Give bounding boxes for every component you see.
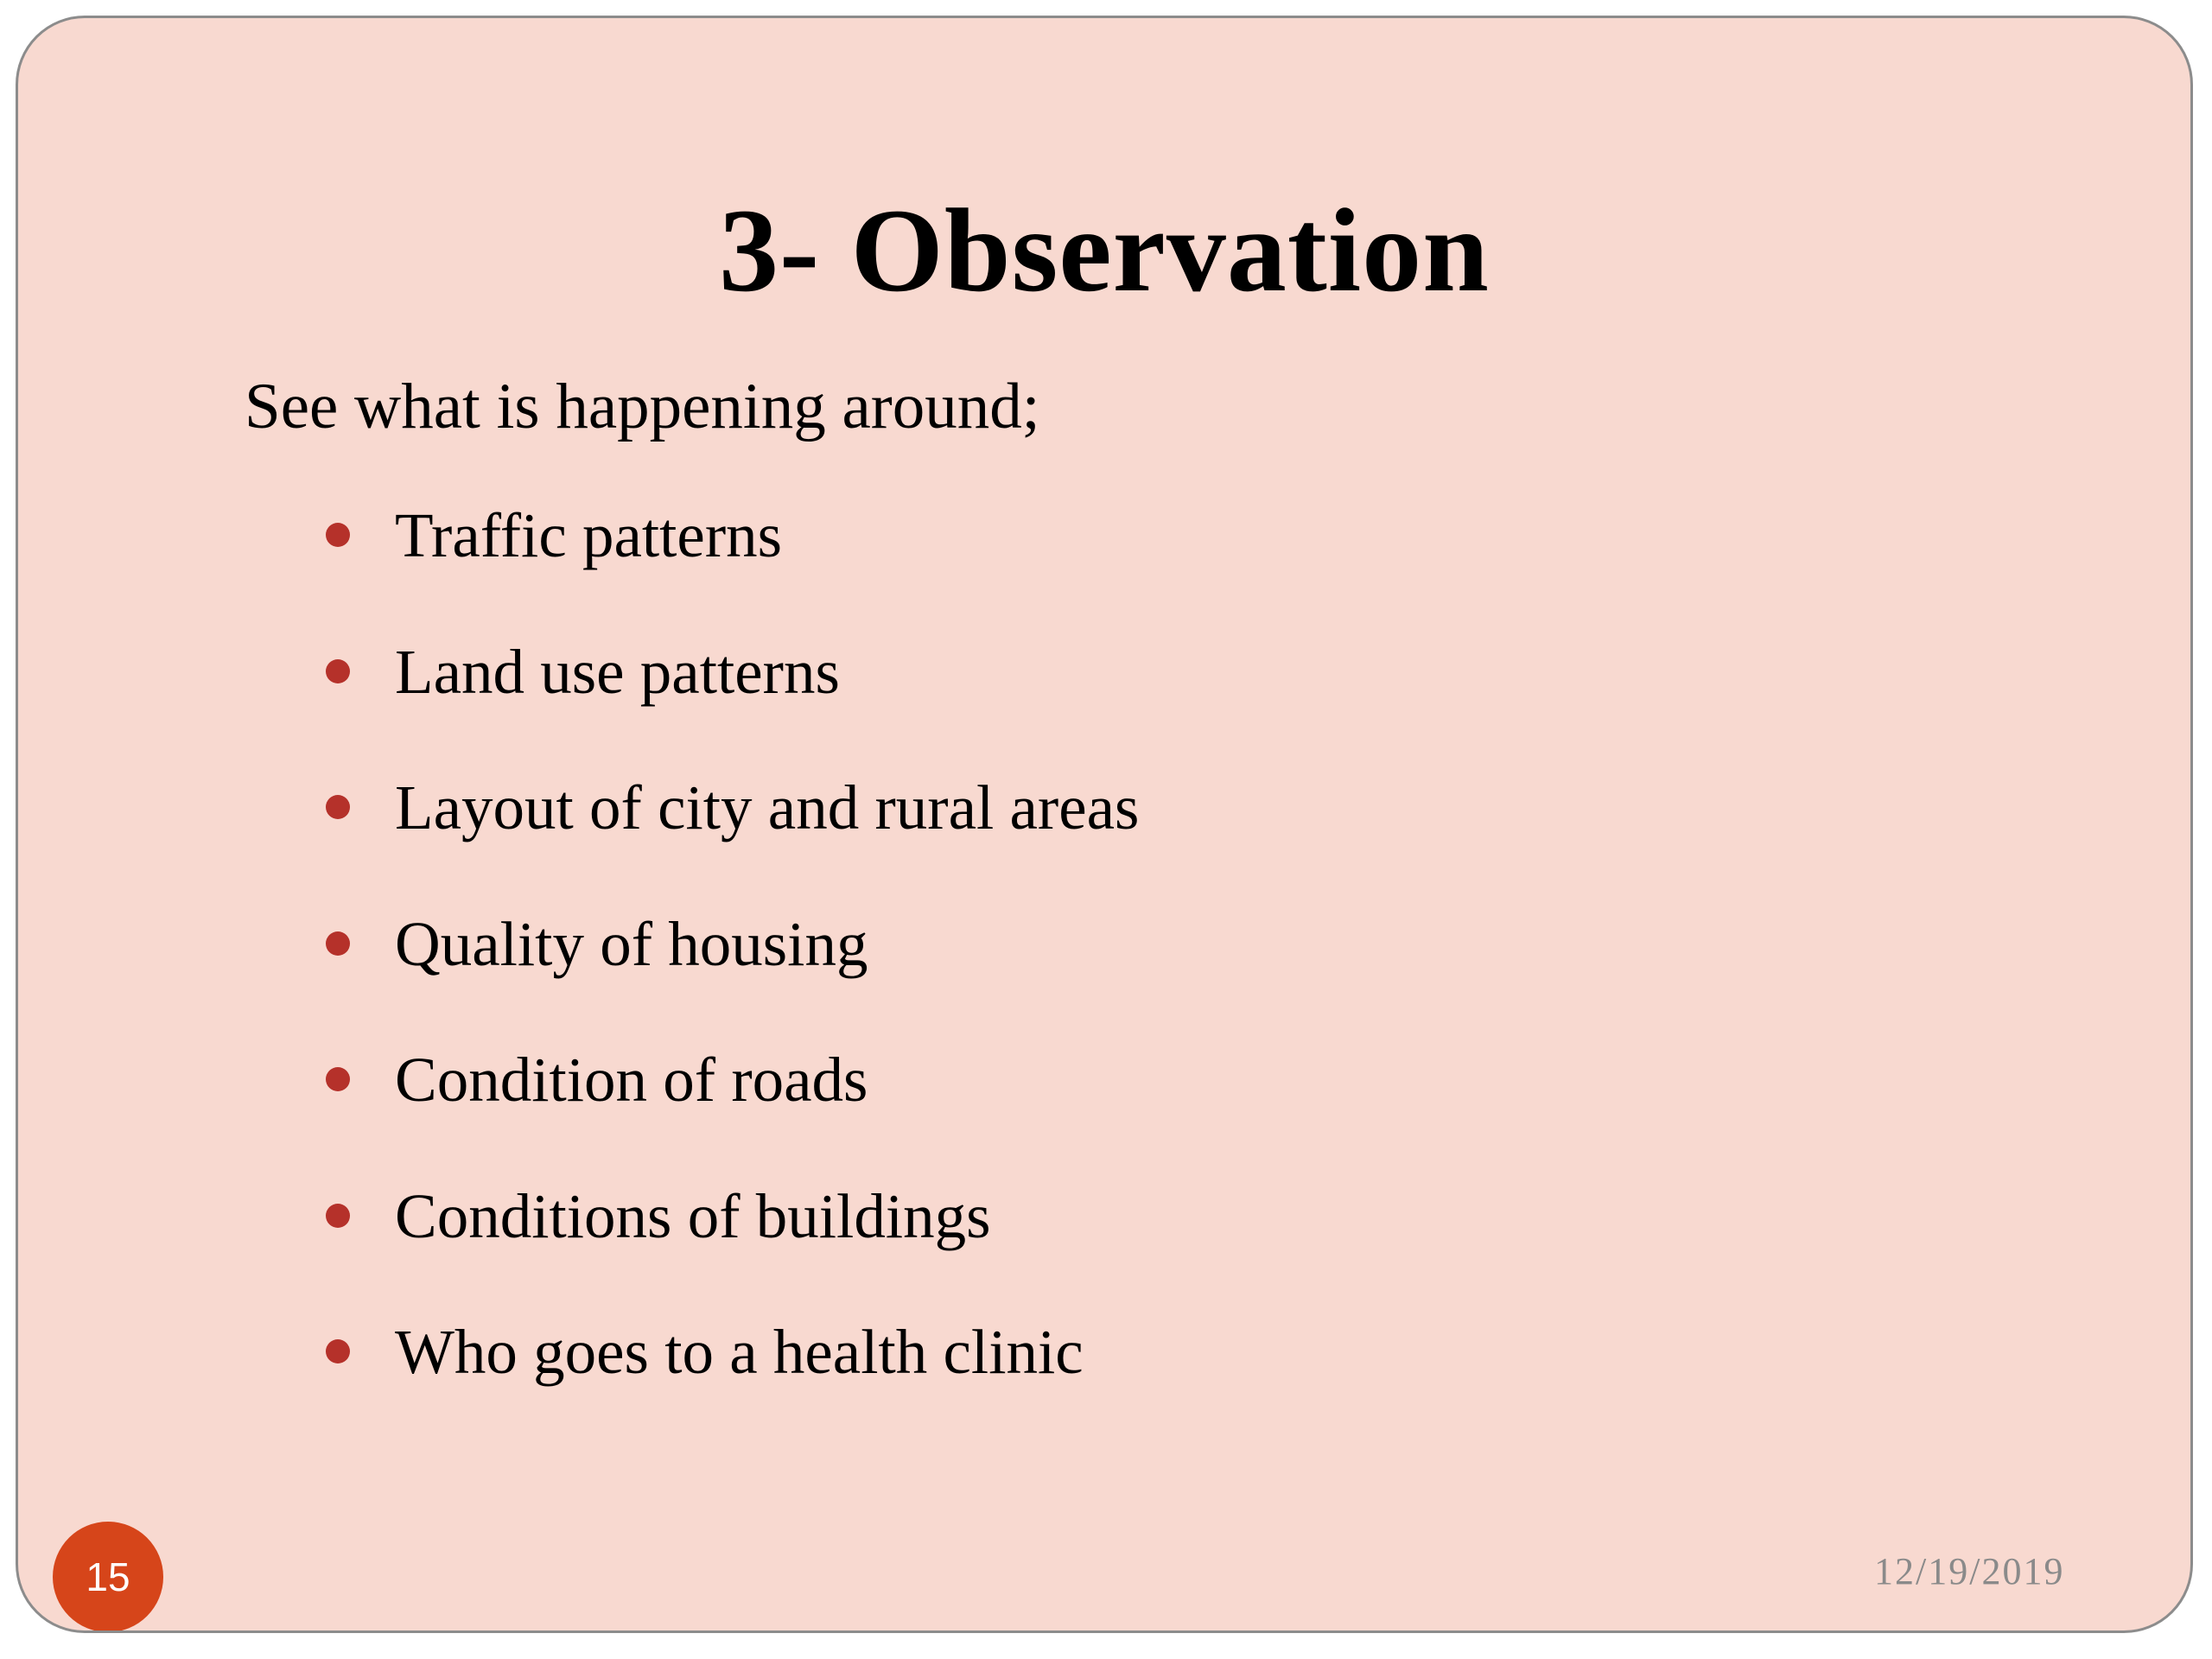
slide-date: 12/19/2019 [1874,1550,2065,1592]
slide-title: 3- Observation [719,184,1490,316]
bullet-text: Quality of housing [395,908,868,979]
slide-number-badge: 15 [53,1522,163,1632]
bullet-dot-icon [326,795,350,819]
bullet-text: Layout of city and rural areas [395,772,1140,842]
bullet-text: Land use patterns [395,636,840,707]
bullet-text: Condition of roads [395,1045,868,1115]
bullet-dot-icon [326,1204,350,1228]
bullet-dot-icon [326,1339,350,1363]
bullet-text: Conditions of buildings [395,1180,991,1251]
bullet-text: Traffic patterns [395,500,783,570]
bullet-dot-icon [326,659,350,683]
bullet-dot-icon [326,1067,350,1091]
bullet-dot-icon [326,523,350,547]
slide [16,16,2193,1633]
bullet-dot-icon [326,931,350,956]
slide-lead-text: See what is happening around; [245,371,1040,442]
bullet-text: Who goes to a health clinic [395,1317,1084,1387]
